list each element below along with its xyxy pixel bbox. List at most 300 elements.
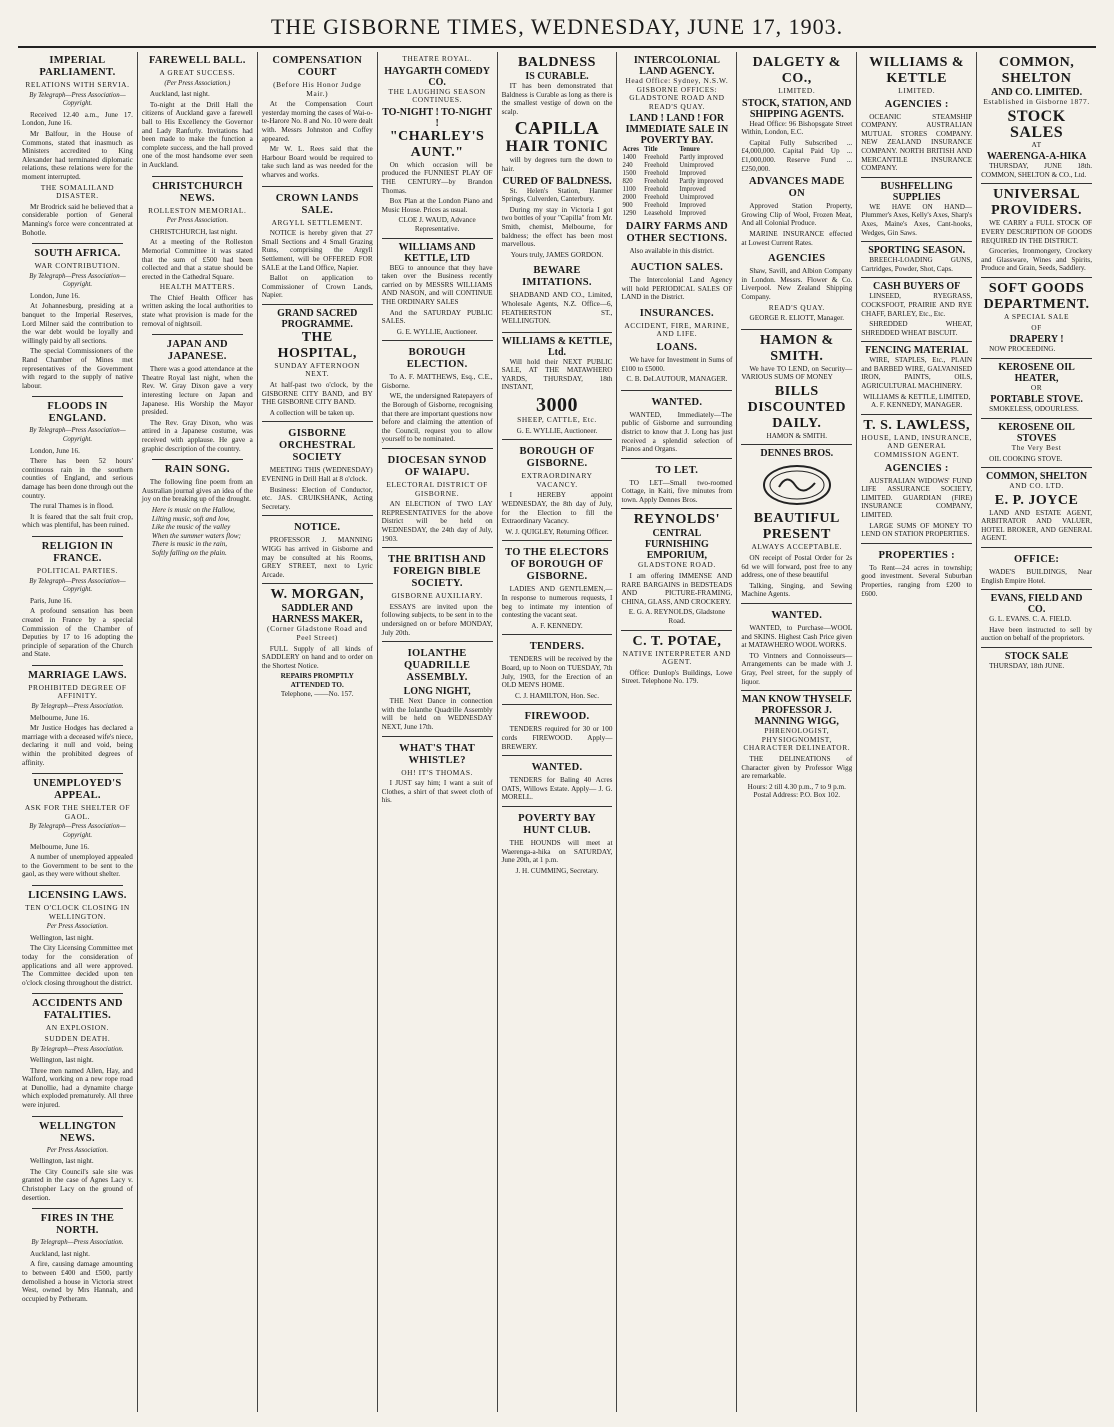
headline: IS CURABLE. bbox=[525, 71, 589, 82]
headline: KEROSENE OIL STOVES bbox=[998, 421, 1075, 444]
company-name: HAYGARTH COMEDY CO. bbox=[384, 65, 490, 88]
article-farewell-ball bbox=[142, 55, 253, 170]
ad-tenders bbox=[502, 634, 613, 700]
paragraph: WADE'S BUILDINGS, Near English Empire Hotel. bbox=[981, 568, 1093, 585]
subheadline: PHRENOLOGIST, PHYSIOGNOMIST, CHARACTER DELINEATOR. bbox=[743, 726, 851, 753]
paragraph: Capital Fully Subscribed ... £4,000,000. Capital Paid Up ... £1,000,000. Reserve Fund ... £250,000. bbox=[741, 138, 853, 173]
article-religion-france bbox=[22, 541, 133, 659]
paragraph: will by degrees turn the down to hair. bbox=[501, 156, 613, 173]
paragraph: The rural Thames is in flood. bbox=[30, 502, 114, 511]
address: GLADSTONE ROAD. bbox=[637, 560, 716, 570]
article-rain-song bbox=[142, 464, 253, 557]
paragraph: SHREDDED WHEAT, SHREDDED WHEAT BISCUIT. bbox=[861, 320, 973, 337]
headline: KEROSENE OIL HEATER, bbox=[998, 361, 1075, 384]
headline: TO THE ELECTORS OF BOROUGH OF GISBORNE. bbox=[505, 547, 609, 583]
table-cell: Improved bbox=[679, 210, 706, 218]
column-6 bbox=[617, 52, 737, 1412]
byline: By Telegraph—Press Association. bbox=[31, 1239, 124, 1247]
advertiser-name: AND CO. LIMITED. bbox=[991, 87, 1083, 98]
headline: OFFICE: bbox=[1013, 554, 1060, 566]
paragraph: LARGE SUMS OF MONEY TO LEND ON STATION PROPERTIES. bbox=[861, 521, 973, 539]
ad-borough-election bbox=[382, 340, 493, 444]
ad-notice bbox=[262, 515, 373, 579]
headline: WANTED. bbox=[651, 396, 703, 408]
signature: C. B. DeLAUTOUR, MANAGER. bbox=[626, 375, 728, 384]
headline: STOCK SALE bbox=[1004, 651, 1069, 663]
advertiser-name: COMMON, SHELTON bbox=[986, 471, 1088, 483]
imitations-notice bbox=[502, 265, 613, 325]
subheadline: HEALTH MATTERS. bbox=[159, 282, 235, 292]
table-cell: Freehold bbox=[644, 202, 669, 210]
subheadline: PORTABLE STOVE. bbox=[990, 394, 1083, 406]
paragraph: FULL Supply of all kinds of SADDLERY on hand and to order on the Shortest Notice. bbox=[261, 644, 373, 670]
paragraph: PROFESSOR J. MANNING WIGG has arrived in Gisborne and may be consulted at his Rooms, GREY STREET, next to Lyric Arcade. bbox=[261, 536, 373, 579]
poem-line: There is music in the rain, bbox=[151, 540, 228, 549]
paragraph: LAND AND ESTATE AGENT, ARBITRATOR AND VALUER, HOTEL BROKER, AND GENERAL AGENT. bbox=[981, 508, 1093, 543]
paragraph: St. Helen's Station, Hanmer Springs, Culverden, Canterbury. bbox=[501, 186, 613, 204]
table-cell: 900 bbox=[622, 202, 633, 210]
item: DRAPERY ! bbox=[1009, 334, 1064, 346]
advertiser-name: PROFESSOR J. MANNING WIGG, bbox=[754, 705, 839, 728]
paragraph: Have been instructed to sell by auction on behalf of the proprietors. bbox=[981, 625, 1093, 643]
headline: AGENCIES bbox=[768, 253, 826, 265]
paragraph: To Rent—24 acres in township; good investment. Several Suburban Properties, ranging from £200 to £600. bbox=[861, 563, 973, 598]
divider bbox=[152, 334, 243, 335]
column-3 bbox=[258, 52, 378, 1412]
subheadline: BILLS DISCOUNTED DAILY. bbox=[747, 383, 846, 431]
paragraph: Mr W. L. Rees said that the Harbour Board would be required to take such land as was needed for the wharves and works. bbox=[261, 145, 373, 179]
subheadline: POLITICAL PARTIES. bbox=[36, 565, 119, 575]
paragraph: THURSDAY, 18th JUNE. bbox=[989, 662, 1065, 671]
byline: By Telegraph—Press Association—Copyright. bbox=[29, 427, 126, 443]
auction-sales bbox=[621, 262, 732, 302]
paragraph: At half-past two o'clock, by the GISBORNE CITY BAND, and BY THE GISBORNE CITY BAND. bbox=[261, 381, 373, 407]
divider bbox=[152, 459, 243, 460]
table-row bbox=[621, 170, 732, 178]
headline: CHRISTCHURCH NEWS. bbox=[152, 180, 243, 204]
subheadline: THE SOMALILAND DISASTER. bbox=[40, 182, 115, 201]
paragraph: Melbourne, June 16. bbox=[30, 842, 90, 851]
subheadline: CENTRAL FURNISHING EMPORIUM, bbox=[644, 528, 709, 562]
paragraph: Will hold their NEXT PUBLIC SALE, AT THE MATAWHERO YARDS, THURSDAY, 18th INSTANT, bbox=[501, 357, 613, 392]
telephone: Telephone, ——No. 157. bbox=[280, 689, 354, 698]
ad-dalgety bbox=[741, 52, 852, 173]
paragraph: The Chief Health Officer has written asking the local authorities to state what provision is made for the removal of nightsoil. bbox=[141, 293, 253, 328]
paragraph: LADIES AND GENTLEMEN,—In response to numerous requests, I beg to intimate my intention of contesting the vacant seat. bbox=[501, 585, 613, 620]
headline: FLOODS IN ENGLAND. bbox=[47, 401, 108, 425]
divider bbox=[32, 773, 123, 774]
column-5 bbox=[498, 52, 618, 1412]
table-row bbox=[621, 202, 732, 210]
subheadline: ACCIDENT, FIRE, MARINE, AND LIFE. bbox=[624, 320, 730, 339]
paragraph: And the SATURDAY PUBLIC SALES. bbox=[381, 308, 493, 326]
subheadline: RELATIONS WITH SERVIA. bbox=[25, 80, 130, 89]
signature: WILLIAMS & KETTLE, LIMITED, A. F. KENNEDY, MANAGER. bbox=[863, 392, 971, 410]
subheadline: THE HOSPITAL, bbox=[277, 329, 357, 361]
headline: WANTED. bbox=[531, 762, 583, 774]
advertiser-name: DENNES BROS. bbox=[760, 448, 834, 460]
paragraph: Box Plan at the London Piano and Music House. Prices as usual. bbox=[381, 197, 493, 214]
subheadline: OH! IT'S THOMAS. bbox=[401, 767, 473, 777]
headline: ADVANCES MADE ON bbox=[748, 176, 845, 200]
paragraph: Head Office: 96 Bishopsgate Street Within, London, E.C. bbox=[741, 119, 853, 137]
ad-cash-buyers bbox=[861, 277, 972, 337]
paragraph: London, June 16. bbox=[30, 291, 80, 300]
headline: UNEMPLOYED'S APPEAL. bbox=[33, 778, 122, 802]
masthead: THE GISBORNE TIMES, WEDNESDAY, JUNE 17, 1903. bbox=[18, 14, 1096, 48]
paragraph: I JUST say him; I want a suit of Clothes, a shirt of that sweet cloth of his. bbox=[381, 779, 493, 805]
paragraph: The Intercolonial Land Agency will hold PERIODICAL SALES OF LAND in the District. bbox=[621, 275, 733, 302]
byline: By Telegraph—Press Association—Copyright. bbox=[29, 91, 126, 108]
paragraph: WE CARRY a FULL STOCK OF EVERY DESCRIPTION OF GOODS REQUIRED IN THE DISTRICT. bbox=[981, 219, 1093, 245]
paragraph: At Johannesburg, presiding at a banquet to the Imperial Reserves, Lord Milner said the contribution to the war debt would be loyally and willingly paid by all sections. bbox=[22, 302, 133, 345]
headline: RELIGION IN FRANCE. bbox=[41, 540, 114, 564]
headline: FIREWOOD. bbox=[524, 711, 590, 723]
ad-lawless bbox=[861, 414, 972, 539]
address: READ'S QUAY. bbox=[768, 302, 825, 312]
headline: CASH BUYERS OF bbox=[873, 281, 961, 293]
ad-diocesan-synod bbox=[382, 448, 493, 543]
paragraph: MARINE INSURANCE effected at Lowest Current Rates. bbox=[741, 229, 853, 247]
paragraph: TENDERS will be received by the Board, up to Noon on TUESDAY, 7th July, 1903, for the Erection of an OLD MEN'S HOME. bbox=[501, 655, 613, 690]
ad-sacred-programme bbox=[262, 304, 373, 418]
ad-intercolonial-land bbox=[621, 52, 732, 218]
paragraph: ON receipt of Postal Order for 2s 6d we will forward, post free to any address, one of these beautiful bbox=[741, 554, 853, 580]
table-cell: Leasehold bbox=[644, 210, 673, 218]
subheadline: GISBORNE AUXILIARY. bbox=[391, 591, 483, 601]
paragraph: SMOKELESS, ODOURLESS. bbox=[989, 405, 1079, 414]
ad-properties bbox=[861, 543, 972, 598]
advertiser-role: STOCK, STATION, AND SHIPPING AGENTS. bbox=[742, 97, 852, 120]
hours: Hours: 2 till 4.30 p.m., 7 to 9 p.m. Postal Address: P.O. Box 102. bbox=[747, 782, 846, 800]
paragraph: Auckland, last night. bbox=[30, 1249, 90, 1258]
paragraph: AN ELECTION of TWO LAY REPRESENTATIVES for the above District will be held on WEDNESDAY, the 24th day of July, 1903. bbox=[381, 500, 493, 543]
paragraph: NOTICE is hereby given that 27 Small Sections and 4 Small Grazing Runs, comprising the Argyll Settlement, will be OFFERED FOR SALE at the Land Office, Napier. bbox=[261, 229, 373, 272]
article-unemployed bbox=[22, 778, 133, 879]
table-cell: Freehold bbox=[644, 162, 669, 170]
poem-line: Softly falling on the plain. bbox=[151, 548, 227, 557]
ad-dennes-bros bbox=[741, 444, 852, 599]
place: WAERENGA-A-HIKA bbox=[986, 151, 1087, 163]
paragraph: The special Commissioners of the Rand Chamber of Mines met representatives of the Government with regard to the supply of native labour. bbox=[22, 347, 133, 390]
paragraph: TENDERS for Baling 40 Acres OATS, Willows Estate. Apply— J. G. MORELL. bbox=[501, 776, 613, 802]
headline: BOROUGH OF GISBORNE. bbox=[519, 446, 595, 470]
paragraph: OIL COOKING STOVE. bbox=[989, 454, 1063, 463]
paragraph: WANTED, Immediately—The public of Gisborne and surrounding district to know that J. Long has just received a splendid selection of Pianos and Organs. bbox=[621, 410, 733, 454]
subheadline: PROHIBITED DEGREE OF AFFINITY. bbox=[28, 682, 127, 701]
paragraph: To A. F. MATTHEWS, Esq., C.E., Gisborne. bbox=[381, 373, 493, 390]
advertiser-name: T. S. LAWLESS, bbox=[863, 417, 971, 433]
paragraph: There was a good attendance at the Theatre Royal last night, when the Rev. W. Gray Dixon gave a very interesting lecture on Japan and Japanese. His Worship the Mayor presided. bbox=[141, 365, 253, 417]
table-row bbox=[621, 178, 732, 186]
ad-reynolds bbox=[621, 508, 732, 625]
column-4 bbox=[378, 52, 498, 1412]
paragraph: We have for Investment in Sums of £100 to £5000. bbox=[621, 355, 733, 373]
subheadline: WAR CONTRIBUTION. bbox=[34, 261, 121, 271]
ad-wk-public-sale bbox=[502, 332, 613, 436]
headline: CROWN LANDS SALE. bbox=[275, 192, 359, 216]
paragraph: CHRISTCHURCH, last night. bbox=[149, 227, 238, 236]
divider bbox=[152, 176, 243, 177]
headline: IMPERIAL PARLIAMENT. bbox=[39, 55, 116, 78]
ad-kerosene-stoves bbox=[981, 418, 1092, 463]
article-accidents bbox=[22, 998, 133, 1109]
ad-evans-field bbox=[981, 589, 1092, 643]
paragraph: A profound sensation has been created in France by a special Commission of the Chamber of Deputies by 17 to 16 adopting the principle of separation of the Church and State. bbox=[22, 607, 133, 659]
signature: C. J. HAMILTON, Hon. Sec. bbox=[514, 691, 600, 700]
divider bbox=[32, 536, 123, 537]
advertiser-role: SADDLER AND HARNESS MAKER, bbox=[271, 603, 363, 626]
paragraph: The City Council's sale site was granted in the case of Agnes Lacy v. Christopher Lacy on the ground of desertion. bbox=[22, 1167, 133, 1202]
ad-kerosene-heater bbox=[981, 358, 1092, 414]
paragraph: Paris, June 16. bbox=[30, 596, 72, 605]
headline: WELLINGTON NEWS. bbox=[38, 1120, 116, 1144]
subheadline: THE LAUGHING SEASON CONTINUES. bbox=[388, 86, 486, 105]
paragraph: On which occasion will be produced the FUNNIEST PLAY OF THE CENTURY—by Brandon Thomas. bbox=[381, 160, 493, 195]
ad-bible-society bbox=[382, 547, 493, 637]
table-cell: Improved bbox=[679, 186, 706, 194]
paragraph: There has been 52 hours' continuous rain in the southern counties of England, and serious damage has been done through out the country. bbox=[22, 457, 133, 500]
paragraph: Ballot on application to Commissioner of Crown Lands, Napier. bbox=[261, 274, 373, 300]
headline: WHAT'S THAT WHISTLE? bbox=[399, 742, 476, 766]
subheadline: LIMITED. bbox=[778, 86, 816, 95]
advertiser-name: C. T. POTAE, bbox=[632, 633, 722, 649]
headline: JAPAN AND JAPANESE. bbox=[166, 339, 228, 363]
headline: INSURANCES. bbox=[639, 307, 714, 319]
paragraph: Talking, Singing, and Sewing Machine Agents. bbox=[741, 581, 853, 599]
column-8 bbox=[857, 52, 977, 1412]
column-2 bbox=[138, 52, 258, 1412]
article-marriage-laws bbox=[22, 670, 133, 767]
table-cell: Partly improved bbox=[679, 154, 724, 162]
poem-line: Lilting music, soft and low, bbox=[151, 514, 230, 523]
signature: E. G. A. REYNOLDS, Gladstone Road. bbox=[628, 608, 726, 626]
paragraph: WIRE, STAPLES, Etc., PLAIN and BARBED WIRE, GALVANISED IRON, PAINTS, OILS, AGRICULTURAL MACHINERY. bbox=[861, 356, 973, 391]
ad-firewood bbox=[502, 704, 613, 751]
subheadline: SUNDAY AFTERNOON NEXT. bbox=[274, 360, 361, 379]
headline: POVERTY BAY HUNT CLUB. bbox=[518, 812, 596, 836]
subheadline: A GREAT SUCCESS. bbox=[159, 68, 236, 77]
subheadline: EXTRAORDINARY VACANCY. bbox=[521, 471, 593, 489]
headline: EVANS, FIELD AND CO. bbox=[990, 593, 1083, 616]
paragraph: MEETING THIS (WEDNESDAY) EVENING in Drill Hall at 8 o'clock. bbox=[261, 466, 373, 484]
subheadline: SUDDEN DEATH. bbox=[44, 1033, 111, 1043]
headline: SOUTH AFRICA. bbox=[34, 248, 121, 260]
subheadline: Head Office: Sydney, N.S.W. GISBORNE OFFICES: GLADSTONE ROAD AND READ'S QUAY. bbox=[625, 76, 729, 111]
paragraph: Received 12.40 a.m., June 17. London, June 16. bbox=[22, 110, 133, 128]
paragraph: TENDERS required for 30 or 100 cords FIREWOOD. Apply—BREWERY. bbox=[501, 725, 613, 751]
headline: MAN KNOW THYSELF. bbox=[742, 694, 852, 706]
headline: WILLIAMS AND KETTLE, LTD bbox=[398, 241, 476, 264]
signature: A. F. KENNEDY. bbox=[531, 621, 583, 630]
ad-bushfelling bbox=[861, 177, 972, 237]
byline: Per Press Association. bbox=[46, 923, 109, 931]
table-cell: 1100 bbox=[622, 186, 636, 194]
headline: FENCING MATERIAL bbox=[865, 345, 969, 357]
headline: WANTED. bbox=[771, 610, 823, 622]
paragraph: SHADBAND AND CO., Limited, Wholesale Agents, N.Z. Office—6, FEATHERSTON ST., WELLINGTON. bbox=[501, 291, 613, 326]
byline: Per Press Association. bbox=[46, 1146, 109, 1154]
signature: HAMON & SMITH. bbox=[766, 431, 828, 440]
ad-universal-providers bbox=[981, 183, 1092, 273]
article-floods bbox=[22, 401, 133, 530]
headline: LICENSING LAWS. bbox=[28, 889, 127, 901]
headline: DIOCESAN SYNOD OF WAIAPU. bbox=[387, 455, 487, 479]
paragraph: A collection will be taken up. bbox=[269, 408, 355, 417]
table-cell: Freehold bbox=[644, 154, 669, 162]
agencies bbox=[741, 253, 852, 323]
paragraph: Wellington, last night. bbox=[30, 1056, 94, 1065]
subheadline: ARGYLL SETTLEMENT. bbox=[271, 217, 363, 227]
advertiser-name: AND CO. LTD. bbox=[1009, 481, 1064, 491]
ad-wk-agencies bbox=[861, 52, 972, 173]
table-cell: Acres bbox=[622, 146, 639, 154]
advertiser-name: REYNOLDS' bbox=[633, 512, 720, 528]
ad-sporting bbox=[861, 241, 972, 273]
byline: By Telegraph—Press Association. bbox=[31, 1045, 124, 1053]
ad-whistle bbox=[382, 736, 493, 805]
advertiser-name: DALGETY & CO., bbox=[752, 55, 841, 86]
headline: WILLIAMS & KETTLE, Ltd. bbox=[501, 335, 613, 358]
headline: UNIVERSAL PROVIDERS. bbox=[991, 187, 1083, 219]
table-row bbox=[621, 186, 732, 194]
table-cell: Unimproved bbox=[679, 162, 714, 170]
subheadline: ALWAYS ACCEPTABLE. bbox=[751, 542, 843, 552]
ad-to-let bbox=[621, 458, 732, 505]
column-1 bbox=[18, 52, 138, 1412]
byline: Per Press Association. bbox=[166, 217, 229, 225]
table-cell: Partly improved bbox=[679, 178, 724, 186]
paragraph: The following fine poem from an Australian journal gives an idea of the joy on the breaking up of the drought. bbox=[141, 478, 253, 504]
dairy-farms bbox=[621, 221, 732, 256]
table-row bbox=[621, 162, 732, 170]
table-cell: Improved bbox=[679, 170, 706, 178]
paragraph: Groceries, Ironmongery, Crockery and Glassware, Wines and Spirits, Produce and Grain, Seeds, Saddlery. bbox=[981, 247, 1093, 273]
repairs-line: REPAIRS PROMPTLY ATTENDED TO. bbox=[280, 672, 354, 689]
ad-fencing bbox=[861, 341, 972, 410]
headline: RAIN SONG. bbox=[164, 464, 230, 476]
advertiser-name: WILLIAMS & KETTLE bbox=[869, 55, 965, 86]
headline: AGENCIES : bbox=[884, 98, 949, 110]
headline: CURED OF BALDNESS. bbox=[502, 175, 612, 187]
subheadline: OR bbox=[1030, 382, 1043, 392]
paragraph: A fire, causing damage amounting to between £400 and £500, partly demolished a house in Victoria street West, owned by Mrs Hannah, and occupied by Petheram. bbox=[22, 1260, 133, 1303]
signature: GEORGE R. ELIOTT, Manager. bbox=[749, 314, 845, 323]
insurances bbox=[621, 308, 732, 384]
table-cell: Improved bbox=[679, 202, 706, 210]
paragraph: I HEREBY appoint WEDNESDAY, the 8th day of July, for the Election to fill the Extraordinary Vacancy. bbox=[501, 491, 613, 526]
play-title: "CHARLEY'S AUNT." bbox=[389, 128, 485, 160]
paragraph: IT has been demonstrated that Baldness is Curable as long as there is the smallest vestige of down on the scalp. bbox=[501, 82, 613, 116]
subheadline: TEN O'CLOCK CLOSING IN WELLINGTON. bbox=[25, 902, 130, 921]
poem-line: When the summer waters flow; bbox=[151, 531, 241, 540]
divider bbox=[32, 1116, 123, 1117]
byline: By Telegraph—Press Association—Copyright. bbox=[29, 272, 126, 289]
subheadline: LAND ! LAND ! FOR IMMEDIATE SALE IN POVERTY BAY. bbox=[625, 113, 729, 147]
byline: By Telegraph—Press Association—Copyright. bbox=[29, 823, 126, 839]
paragraph: At the Compensation Court yesterday morning the cases of Wai-o-te-Harore No. 8 and No. 10 were dealt with. Messrs Johnston and Coffey appeared. bbox=[261, 100, 373, 143]
paragraph: We have TO LEND, on Security—VARIOUS SUMS OF MONEY bbox=[741, 364, 853, 382]
headline: THE BRITISH AND FOREIGN BIBLE SOCIETY. bbox=[388, 554, 487, 590]
table-cell: Tenure bbox=[679, 146, 700, 154]
paragraph: AUSTRALIAN WIDOWS' FUND LIFE ASSURANCE SOCIETY, LIMITED. GUARDIAN (FIRE) INSURANCE COMPANY, LIMITED. bbox=[861, 476, 973, 519]
paragraph: THURSDAY, JUNE 18th. COMMON, SHELTON & CO., Ltd. bbox=[981, 162, 1093, 179]
ad-baldness bbox=[502, 52, 613, 174]
table-cell: 1500 bbox=[622, 170, 637, 178]
headline: INTERCOLONIAL LAND AGENCY. bbox=[633, 55, 720, 77]
article-wellington-news bbox=[22, 1121, 133, 1203]
paragraph: WE, the undersigned Ratepayers of the Borough of Gisborne, recognising that there are important questions now before and claiming the attention of the Council, request you to allow yourself to be nominated. bbox=[381, 392, 493, 444]
advertiser-name: W. MORGAN, bbox=[270, 587, 364, 603]
ad-office bbox=[981, 547, 1092, 585]
established: Established in Gisborne 1877. bbox=[983, 97, 1090, 106]
table-cell: 2000 bbox=[622, 194, 637, 202]
paragraph: London, June 16. bbox=[30, 446, 80, 455]
signature: W. J. QUIGLEY, Returning Officer. bbox=[505, 527, 609, 536]
headline: AUCTION SALES. bbox=[630, 261, 724, 273]
brand-name: HAIR TONIC bbox=[505, 138, 609, 156]
table-cell: Freehold bbox=[644, 178, 669, 186]
paragraph: BREECH-LOADING GUNS, Cartridges, Powder, Shot, Caps. bbox=[861, 256, 973, 273]
article-japan bbox=[142, 339, 253, 453]
ad-williams-kettle bbox=[382, 238, 493, 337]
paragraph: Office: Dunlop's Buildings, Lowe Street. Telephone No. 179. bbox=[621, 668, 733, 686]
ad-hunt-club bbox=[502, 806, 613, 875]
paragraph: LINSEED, RYEGRASS, COCKSFOOT, PRAIRIE AND RYE CHAFF, BARLEY, Etc., Etc. bbox=[861, 292, 973, 318]
headline: BUSHFELLING SUPPLIES bbox=[880, 180, 953, 203]
poem-line: Like the music of the valley bbox=[151, 523, 231, 532]
paragraph: It is feared that the salt fruit crop, which was plentiful, has been ruined. bbox=[22, 512, 133, 530]
article-south-africa bbox=[22, 248, 133, 390]
poem-line: Here is music on the Hallow, bbox=[151, 505, 235, 514]
table-row bbox=[621, 154, 732, 162]
article-licensing-laws bbox=[22, 890, 133, 987]
table-cell: Freehold bbox=[644, 194, 669, 202]
tonight-banner: TO-NIGHT ! TO-NIGHT ! bbox=[382, 106, 493, 129]
table-cell: Freehold bbox=[644, 170, 669, 178]
headline: PROPERTIES : bbox=[878, 549, 955, 561]
subheadline: ELECTORAL DISTRICT OF GISBORNE. bbox=[386, 480, 488, 498]
byline: By Telegraph—Press Association—Copyright. bbox=[29, 577, 126, 594]
ad-hamon-smith bbox=[741, 329, 852, 441]
headline: DAIRY FARMS AND OTHER SECTIONS. bbox=[625, 221, 728, 245]
ad-iolanthe bbox=[382, 641, 493, 731]
testimonial bbox=[502, 176, 613, 260]
table-row bbox=[621, 194, 732, 202]
paragraph: Mr Balfour, in the House of Commons, stated that inasmuch as Ministers accredited to King Alexander had terminated diplomatic relations, these relations were for the moment interrupted. bbox=[22, 129, 133, 181]
divider bbox=[32, 885, 123, 886]
ad-theatre-royal bbox=[382, 52, 493, 234]
subheadline: BEAUTIFUL PRESENT bbox=[753, 511, 840, 543]
article-compensation-court bbox=[262, 55, 373, 180]
advertiser-name: E. P. JOYCE bbox=[994, 492, 1079, 508]
signature: G. E. WYLLIE, Auctioneer. bbox=[516, 426, 598, 435]
table-cell: Title bbox=[644, 146, 658, 154]
signature: G. E. WYLLIE, Auctioneer. bbox=[396, 327, 478, 336]
headline: COMPENSATION COURT bbox=[272, 55, 363, 78]
paragraph: TO LET—Small two-roomed Cottage, in Kaiti, five minutes from town. Apply Dennes Bros. bbox=[621, 478, 733, 504]
headline: GISBORNE ORCHESTRAL SOCIETY bbox=[278, 428, 356, 464]
article-fires-north bbox=[22, 1213, 133, 1303]
paragraph: TO Vintners and Connoisseurs—Arrangements can be made with J. Gray, Peel street, for the supply of liquor. bbox=[741, 651, 853, 686]
paragraph: I am offering IMMENSE AND RARE BARGAINS in BEDSTEADS AND PICTURE-FRAMING, CHINA, GLASS, AND CROCKERY. bbox=[621, 572, 733, 606]
paragraph: To-night at the Drill Hall the citizens of Auckland gave a farewell ball to His Excellency the Governor and Lady Ranfurly. Invitations had been made to make the function a complete success, and the hall proved one of the most handsome ever seen in Auckland. bbox=[141, 100, 253, 169]
advances bbox=[741, 176, 852, 247]
paragraph: Wellington, last night. bbox=[30, 1157, 94, 1166]
ad-professor-wigg bbox=[741, 690, 852, 800]
ad-stock-sale bbox=[981, 647, 1092, 671]
signature: CLOE J. WAUD, Advance Representative. bbox=[398, 216, 476, 233]
